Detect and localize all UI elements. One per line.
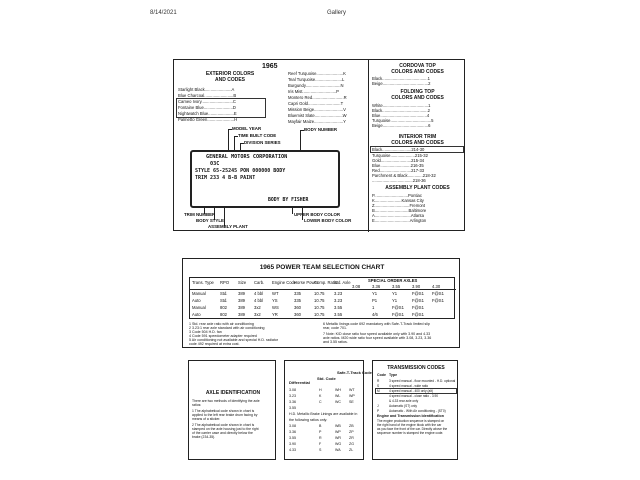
axle-line: stamped on the axle housing just to the right xyxy=(192,427,259,431)
assembly-item: Z..............................Fremont xyxy=(372,203,426,208)
label-assembly-plant: ASSEMBLY PLANT xyxy=(208,224,248,229)
diff-cell: F xyxy=(319,442,322,446)
trans-cell: Automatic (ST) only xyxy=(389,404,417,408)
diff-cell: P xyxy=(319,430,322,434)
power-cell: 10.75 xyxy=(314,298,325,303)
diff-cell: 3.55 xyxy=(289,406,296,410)
power-cell: 389 xyxy=(238,305,245,310)
col-header: Horse Power xyxy=(294,280,319,285)
trans-cell: J xyxy=(377,404,379,408)
power-cell: 3.23 xyxy=(334,298,343,303)
label-model-year: MODEL YEAR xyxy=(232,126,262,131)
trans-cell: R xyxy=(377,379,380,383)
power-title: 1965 POWER TEAM SELECTION CHART xyxy=(259,264,385,271)
trans-header: Code xyxy=(377,373,386,377)
exterior-item: Cameo Ivory...........................C xyxy=(178,99,236,104)
interior-item: Parchment & Black.............218-32 xyxy=(372,173,436,178)
interior-item: Blue..........................216-35 xyxy=(372,163,424,168)
cordova-item: Black.......................................1 xyxy=(372,76,430,81)
diff-cell: S xyxy=(319,448,322,452)
power-cell: 3.55 xyxy=(334,305,343,310)
power-cell: 3x2 xyxy=(254,312,261,317)
interior-item: Red...........................217-33 xyxy=(372,168,425,173)
exterior-item: Mission Beige.........................V xyxy=(288,107,346,112)
power-team-panel xyxy=(182,258,460,348)
axle-line: means of a sticker. xyxy=(192,417,221,421)
exterior-item: Iris Mist.............................P xyxy=(288,89,339,94)
cordova-title-2: COLORS AND CODES xyxy=(391,69,444,75)
col-header: 3.90 xyxy=(412,284,421,289)
power-cell: 10.75 xyxy=(314,291,325,296)
label-division: DIVISION SERIES xyxy=(244,140,281,145)
folding-item: Blue........................................4 xyxy=(372,113,430,118)
exterior-item: Bluemist Slate........................W xyxy=(288,113,347,118)
axle-title: AXLE IDENTIFICATION xyxy=(205,390,261,396)
power-note: axle ratios. M20 wide ratio four speed available with 3.08, 3.23, 3.36 xyxy=(323,336,432,340)
exterior-item: Burgundy..............................N xyxy=(288,83,344,88)
power-cell: Y1 xyxy=(372,291,378,296)
diff-cell: WP xyxy=(335,430,341,434)
col-header: 3.36 xyxy=(372,284,381,289)
power-cell: 389 xyxy=(238,291,245,296)
diff-cell: 3.55 xyxy=(289,436,296,440)
power-cell: 335 xyxy=(294,291,301,296)
diff-cell: ZB xyxy=(349,424,354,428)
diff-cell: C xyxy=(319,400,322,404)
power-cell: 335 xyxy=(294,298,301,303)
assembly-item: P.............................Pontiac xyxy=(372,193,422,198)
diff-header: Std. Code xyxy=(317,376,336,381)
power-cell: 4 bbl xyxy=(254,291,264,296)
diff-cell: WA xyxy=(335,448,341,452)
label-upper-body: UPPER BODY COLOR xyxy=(294,212,341,217)
exterior-item: Teal Turquoise.......................L xyxy=(288,77,345,82)
diff-cell: WG xyxy=(335,442,342,446)
label-lower-body: LOWER BODY COLOR xyxy=(304,218,352,223)
power-cell: F@S1 xyxy=(412,291,424,296)
plate-line-1: GENERAL MOTORS CORPORATION xyxy=(206,154,288,160)
diff-header: Differential xyxy=(289,380,310,385)
body-plate xyxy=(190,150,340,208)
power-note: code 492 required at extra cost. xyxy=(189,342,240,346)
trans-cell: 3 speed manual - floor mounted - H.D. optional xyxy=(389,379,456,383)
power-cell: 389 xyxy=(238,312,245,317)
diff-cell: SE xyxy=(349,400,354,404)
diff-cell: 3.36 xyxy=(289,430,296,434)
power-cell: WT xyxy=(272,291,279,296)
diff-cell: 3.08 xyxy=(289,424,296,428)
power-table xyxy=(189,277,455,319)
folding-item: Turquoise...................................5 xyxy=(372,118,434,123)
exterior-item: Fontaine Blue.........................D xyxy=(178,105,236,110)
plate-line-4: TRIM 233 4 B-B PAINT xyxy=(195,175,256,181)
transmission-panel xyxy=(372,360,458,460)
power-cell: Y1 xyxy=(392,298,398,303)
highlight-box xyxy=(176,98,266,118)
folding-item: Black.......................................2 xyxy=(372,108,430,113)
print-app-name: Gallery xyxy=(327,10,347,16)
exterior-title: EXTERIOR COLORS xyxy=(205,71,255,77)
diff-cell: ZR xyxy=(349,436,354,440)
trans-title: TRANSMISSION CODES xyxy=(387,365,445,371)
folding-item: White.......................................1 xyxy=(372,103,431,108)
trans-header: Type xyxy=(389,373,398,377)
axle-line: applied to the left rear brake drum facing by xyxy=(192,413,258,417)
exterior-item: Mayfair Maize.........................Y xyxy=(288,119,346,124)
diff-cell: B xyxy=(319,424,322,428)
power-cell: Manual xyxy=(192,305,206,310)
col-header: 3.55 xyxy=(392,284,401,289)
assembly-title: ASSEMBLY PLANT CODES xyxy=(385,185,450,191)
interior-item: Turquoise.....................215-32 xyxy=(372,153,428,158)
power-cell: 3.55 xyxy=(334,312,343,317)
diff-cell: 3.08 xyxy=(289,388,296,392)
trans-cell: P xyxy=(377,409,380,413)
diff-cell: K xyxy=(319,394,322,398)
power-cell: 4/6 xyxy=(372,312,378,317)
diff-cell: WT xyxy=(349,388,355,392)
diff-cell: 3.23 xyxy=(289,394,296,398)
exterior-title-2: AND CODES xyxy=(214,77,245,83)
col-header: Trans. Type xyxy=(192,280,214,285)
power-note: 1 Std. rear axle ratio with air conditioning xyxy=(189,322,254,326)
diff-cell: WR xyxy=(335,436,341,440)
diff-cell: WH xyxy=(335,388,341,392)
trans-sub-line: as you face the front of the car. Directly above the xyxy=(377,427,448,431)
diff-cell: 3.90 xyxy=(289,442,296,446)
trans-sub-line: the right hand of the engine block with the car xyxy=(377,423,442,427)
diff-cell: ZP xyxy=(349,430,354,434)
power-cell: 3x2 xyxy=(254,305,261,310)
interior-item: Black.........................214-30 xyxy=(372,147,425,152)
axle-line: There are two methods of identifying the axle xyxy=(192,399,260,403)
highlight-box xyxy=(370,146,464,153)
folding-title-2: COLORS AND CODES xyxy=(391,95,444,101)
power-cell: 1 xyxy=(372,305,375,310)
highlight-box xyxy=(375,388,457,394)
power-note: 5 Air conditioning not available and special H.D. radiator xyxy=(189,338,279,342)
leader-line xyxy=(228,129,229,151)
diff-cell: ZL xyxy=(349,448,354,452)
trans-cell: M xyxy=(377,389,380,393)
power-cell: 10.75 xyxy=(314,312,325,317)
power-cell: Y1 xyxy=(392,291,398,296)
power-cell: F@S1 xyxy=(432,291,444,296)
trans-cell: & 4.33 rear axle only xyxy=(389,399,419,403)
interior-title: INTERIOR TRIM xyxy=(398,134,437,140)
assembly-item: A...............................Atlanta xyxy=(372,213,424,218)
power-cell: 360 xyxy=(294,305,301,310)
diff-cell: H xyxy=(319,388,322,392)
exterior-item: Capri Gold............................T xyxy=(288,101,344,106)
power-note: and 3.55 ratios. xyxy=(323,340,348,344)
diff-cell: WP xyxy=(349,394,355,398)
axle-line: of the carrier case and directly below the xyxy=(192,431,253,435)
label-time-built: TIME BUILT CODE xyxy=(238,133,277,138)
axle-line: brake (234-35). xyxy=(192,435,216,439)
diff-cell: 4.33 xyxy=(289,448,296,452)
colors-codes-panel xyxy=(173,59,465,231)
plate-line-2: 03C xyxy=(210,161,220,167)
power-cell: 3.23 xyxy=(334,291,343,296)
power-cell: F@S1 xyxy=(412,305,424,310)
exterior-item: Montero Red...........................R xyxy=(288,95,347,100)
power-note: 7 Note: K/D close ratio four speed available only with 3.90 and 4.33 xyxy=(323,332,431,336)
trans-cell: 4 speed manual - close ratio - 3.90 xyxy=(389,394,439,398)
axle-id-panel xyxy=(188,360,276,460)
diff-header: Safe-T-Track Code xyxy=(337,370,372,375)
cordova-item: Beige.......................................2 xyxy=(372,81,431,86)
folding-item: Beige.......................................6 xyxy=(372,123,431,128)
col-header: Comp. Ratio xyxy=(314,280,338,285)
diff-cell: R xyxy=(319,436,322,440)
power-note: rear, code 701. xyxy=(323,326,347,330)
axle-line: 2 The alphabetical code shown in chart is xyxy=(192,423,255,427)
label-trim-number: TRIM NUMBER xyxy=(184,212,216,217)
assembly-item: E..............................Arlington xyxy=(372,218,427,223)
trans-cell: 4 speed manual - 400 only (alt) xyxy=(389,389,433,393)
label-body-style: BODY STYLE xyxy=(196,218,224,223)
col-header: Size xyxy=(238,280,247,285)
column-divider xyxy=(368,60,369,232)
col-header: Carb. xyxy=(254,280,265,285)
power-cell: Std. xyxy=(220,298,228,303)
axle-line: ratios: xyxy=(192,403,202,407)
power-cell: 802 xyxy=(220,305,227,310)
power-cell: 360 xyxy=(294,312,301,317)
diff-cell: WB xyxy=(335,424,341,428)
interior-item: Gold..........................215-34 xyxy=(372,158,425,163)
diff-cell: WL xyxy=(335,394,341,398)
plate-line-3: STYLE 65-25245 PON 000000 BODY xyxy=(195,168,286,174)
trans-sub-line: sequence number is stamped the engine code. xyxy=(377,431,444,435)
exterior-item: Starlight Black.......................A xyxy=(178,87,235,92)
col-header: RPO xyxy=(220,280,230,285)
interior-item: ...................................218-36 xyxy=(372,178,426,183)
trans-cell: Automatic - With Air conditioning - (ST0) xyxy=(389,409,446,413)
power-cell: 4 bbl xyxy=(254,298,264,303)
label-body-number: BODY NUMBER xyxy=(304,127,338,132)
power-cell: F@S1 xyxy=(392,312,404,317)
axle-line: 1 The alphabetical code shown in chart is xyxy=(192,409,255,413)
leader-line xyxy=(292,208,293,214)
power-cell: YR xyxy=(272,312,278,317)
power-cell: Manual xyxy=(192,291,206,296)
col-header: Engine Code xyxy=(272,280,297,285)
exterior-item: Blue Charcoal.........................B xyxy=(178,93,237,98)
trans-sub-line: The engine production sequence is stamped on xyxy=(377,419,445,423)
diff-cell: WC xyxy=(335,400,341,404)
plate-line-5: BODY BY FISHER xyxy=(268,198,309,203)
power-cell: 389 xyxy=(238,298,245,303)
diff-cell: ZG xyxy=(349,442,354,446)
assembly-item: B.............................Baltimore xyxy=(372,208,427,213)
leader-line xyxy=(300,130,301,151)
power-note: 3 Code 504 H.D. fan xyxy=(189,330,222,334)
diff-cell: H.D. Metallic Brake Linings are available in xyxy=(289,412,358,416)
diff-cell: 3.36 xyxy=(289,400,296,404)
trans-sub-title: Engine and Transmission Identification xyxy=(377,414,444,418)
power-note: 6 Metallic linings code 692 mandatory with Safe-T-Track limited slip xyxy=(323,322,430,326)
col-header: 3.08 xyxy=(352,284,361,289)
col-header: SPECIAL ORDER AXLES xyxy=(368,278,418,283)
power-cell: 10.75 xyxy=(314,305,325,310)
power-cell: WS xyxy=(272,305,279,310)
power-cell: Auto xyxy=(192,298,201,303)
year-title: 1965 xyxy=(262,63,278,70)
power-note: 4 Code 591 speedometer adapter required xyxy=(189,334,257,338)
power-cell: F@S1 xyxy=(412,298,424,303)
diff-cell: the following ratios only: xyxy=(289,418,328,422)
exterior-item: Nightwatch Blue......................E xyxy=(178,111,237,116)
print-date: 8/14/2021 xyxy=(150,10,177,16)
leader-line xyxy=(234,136,235,151)
folding-title: FOLDING TOP xyxy=(400,89,435,95)
col-header: Std. Axle xyxy=(334,280,351,285)
power-cell: F@S1 xyxy=(412,312,424,317)
power-cell: 802 xyxy=(220,312,227,317)
power-cell: Std. xyxy=(220,291,228,296)
power-cell: YS xyxy=(272,298,278,303)
interior-title-2: COLORS AND CODES xyxy=(391,140,444,146)
power-cell: Auto xyxy=(192,312,201,317)
power-cell: P1 xyxy=(372,298,378,303)
power-cell: F@S1 xyxy=(392,305,404,310)
assembly-item: K.......................Kansas City xyxy=(372,198,424,203)
trans-cell: 4 speed manual - wide ratio xyxy=(389,384,429,388)
trans-cell: S xyxy=(377,384,380,388)
cordova-title: CORDOVA TOP xyxy=(399,63,436,69)
power-note: 2 3.23:1 rear axle standard with air conditioning xyxy=(189,326,265,330)
power-cell: F@S1 xyxy=(432,298,444,303)
exterior-item: Reef Turquoise.......................K xyxy=(288,71,346,76)
exterior-item: Palmetto Green.......................H xyxy=(178,117,238,122)
col-header: 4.30 xyxy=(432,284,441,289)
differential-panel xyxy=(284,360,372,460)
